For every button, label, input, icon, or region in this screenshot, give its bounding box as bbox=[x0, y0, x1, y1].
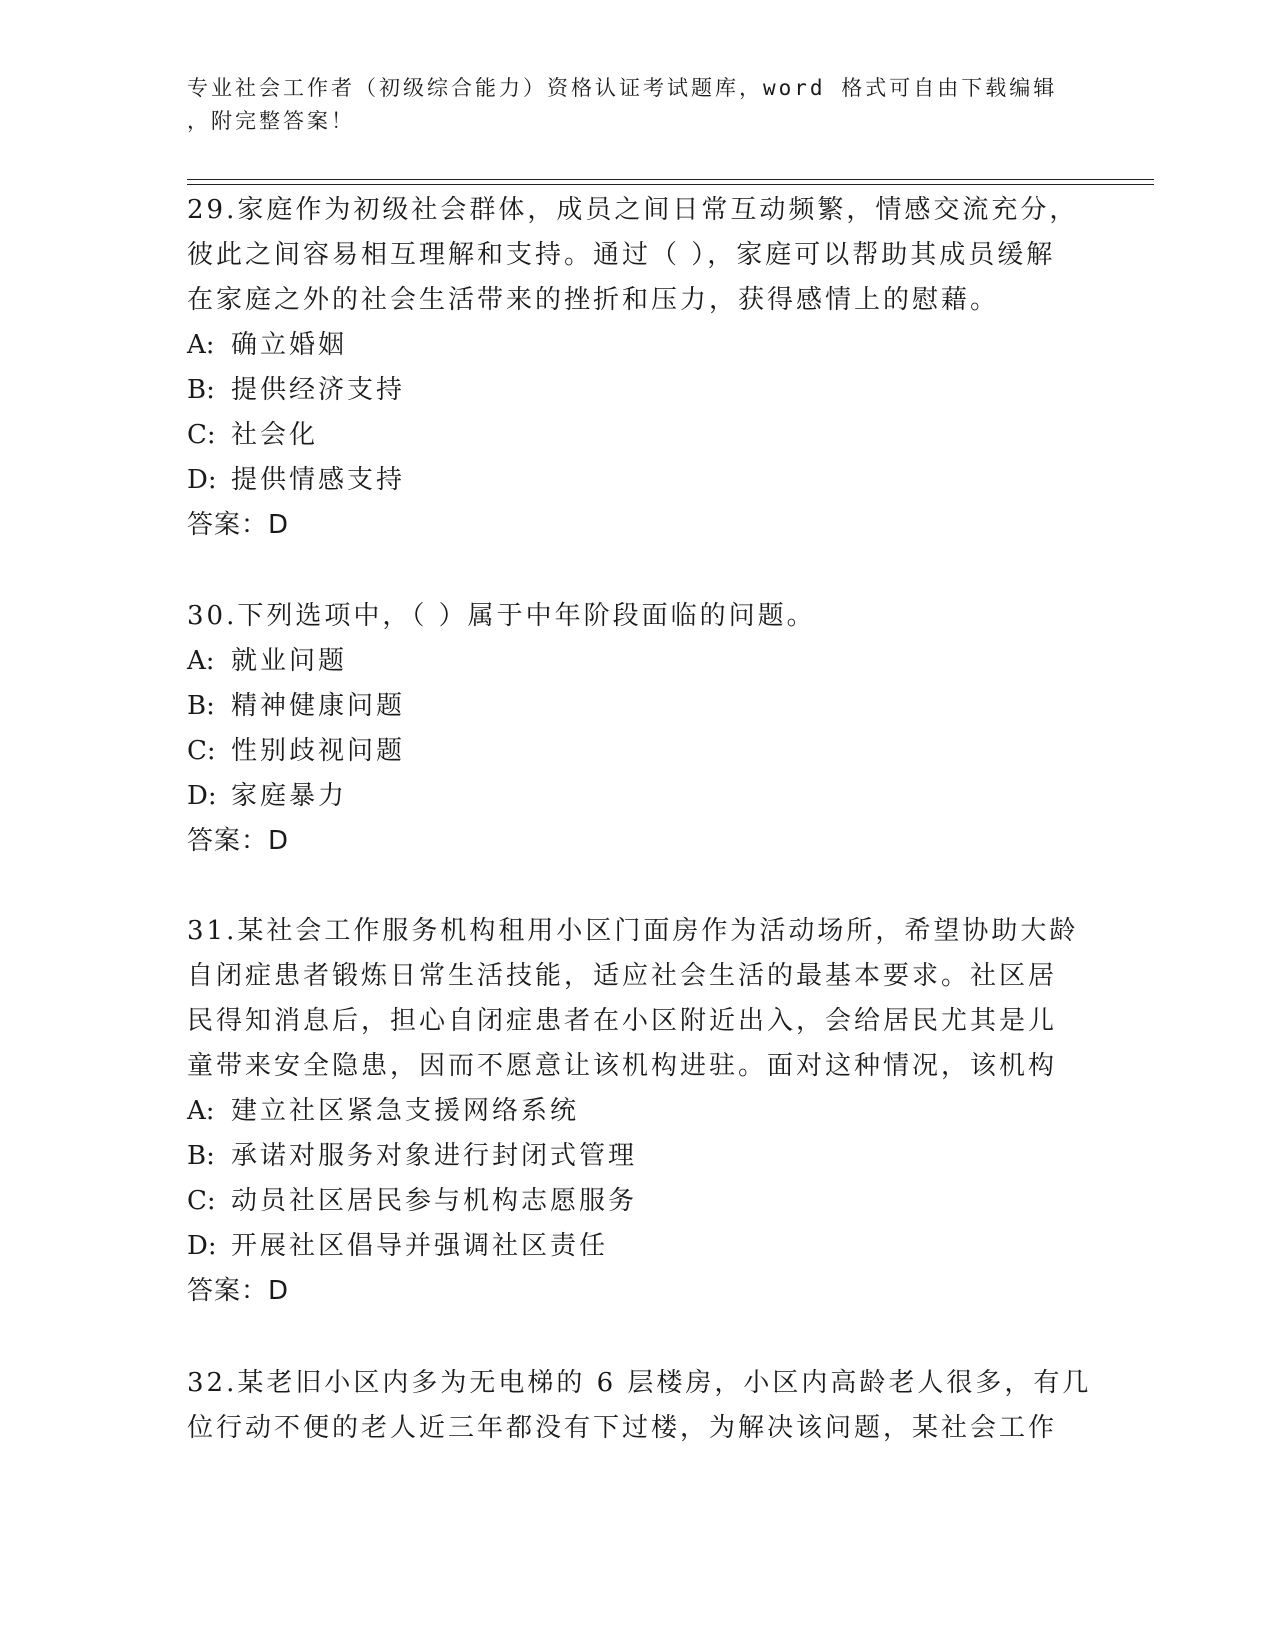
question-text-line: 童带来安全隐患，因而不愿意让该机构进驻。面对这种情况，该机构 bbox=[187, 1051, 1058, 1081]
option-c bbox=[187, 413, 1087, 458]
header-line-1: 专业社会工作者（初级综合能力）资格认证考试题库，word 格式可自由下载编辑 bbox=[187, 76, 1058, 100]
option-text: 精神健康问题 bbox=[231, 691, 406, 721]
option-d bbox=[187, 774, 1087, 819]
option-text: 社会化 bbox=[231, 420, 319, 450]
question-31 bbox=[187, 909, 1087, 1314]
option-a bbox=[187, 639, 1087, 684]
option-text: 提供经济支持 bbox=[231, 375, 406, 405]
option-d bbox=[187, 1224, 1087, 1269]
answer-line: 答案：D bbox=[187, 826, 290, 856]
option-b bbox=[187, 1134, 1087, 1179]
option-b bbox=[187, 684, 1087, 729]
question-text-line: 29.家庭作为初级社会群体，成员之间日常互动频繁，情感交流充分， bbox=[187, 195, 1079, 225]
question-text-line: 30.下列选项中，（ ）属于中年阶段面临的问题。 bbox=[187, 601, 816, 631]
option-text: 就业问题 bbox=[231, 646, 348, 676]
option-text: 开展社区倡导并强调社区责任 bbox=[231, 1231, 609, 1261]
header-divider-bottom bbox=[187, 184, 1154, 185]
question-30 bbox=[187, 594, 1087, 864]
option-c bbox=[187, 729, 1087, 774]
option-letter: D: bbox=[187, 465, 217, 495]
option-text: 家庭暴力 bbox=[231, 781, 348, 811]
option-letter: B: bbox=[187, 691, 215, 721]
question-text-line: 民得知消息后，担心自闭症患者在小区附近出入，会给居民尤其是儿 bbox=[187, 1006, 1058, 1036]
option-letter: C: bbox=[187, 736, 216, 766]
option-letter: A: bbox=[187, 330, 215, 360]
header-divider-top bbox=[187, 179, 1154, 180]
question-text-line: 31.某社会工作服务机构租用小区门面房作为活动场所，希望协助大龄 bbox=[187, 916, 1079, 946]
answer-line: 答案：D bbox=[187, 1276, 290, 1306]
answer-line: 答案：D bbox=[187, 510, 290, 540]
option-text: 建立社区紧急支援网络系统 bbox=[231, 1096, 580, 1126]
option-letter: C: bbox=[187, 1186, 216, 1216]
question-text-line: 自闭症患者锻炼日常生活技能，适应社会生活的最基本要求。社区居 bbox=[187, 961, 1058, 991]
option-text: 承诺对服务对象进行封闭式管理 bbox=[231, 1141, 638, 1171]
option-letter: B: bbox=[187, 375, 215, 405]
option-c bbox=[187, 1179, 1087, 1224]
option-text: 性别歧视问题 bbox=[231, 736, 406, 766]
option-text: 确立婚姻 bbox=[231, 330, 348, 360]
option-b bbox=[187, 368, 1087, 413]
option-letter: A: bbox=[187, 646, 215, 676]
question-text-line: 彼此之间容易相互理解和支持。通过（ ），家庭可以帮助其成员缓解 bbox=[187, 240, 1056, 270]
option-text: 提供情感支持 bbox=[231, 465, 406, 495]
option-letter: D: bbox=[187, 1231, 217, 1261]
question-text-line: 位行动不便的老人近三年都没有下过楼，为解决该问题，某社会工作 bbox=[187, 1413, 1058, 1443]
option-letter: A: bbox=[187, 1096, 215, 1126]
option-letter: B: bbox=[187, 1141, 215, 1171]
question-29 bbox=[187, 188, 1087, 548]
question-32 bbox=[187, 1361, 1092, 1451]
question-text-line: 在家庭之外的社会生活带来的挫折和压力，获得感情上的慰藉。 bbox=[187, 285, 1000, 315]
option-a bbox=[187, 323, 1087, 368]
option-d bbox=[187, 458, 1087, 503]
document-header bbox=[187, 72, 1067, 138]
question-text-line: 32.某老旧小区内多为无电梯的 6 层楼房，小区内高龄老人很多，有几 bbox=[187, 1368, 1092, 1398]
option-a bbox=[187, 1089, 1087, 1134]
option-letter: C: bbox=[187, 420, 216, 450]
header-line-2: ，附完整答案！ bbox=[187, 109, 355, 133]
option-text: 动员社区居民参与机构志愿服务 bbox=[231, 1186, 638, 1216]
option-letter: D: bbox=[187, 781, 217, 811]
